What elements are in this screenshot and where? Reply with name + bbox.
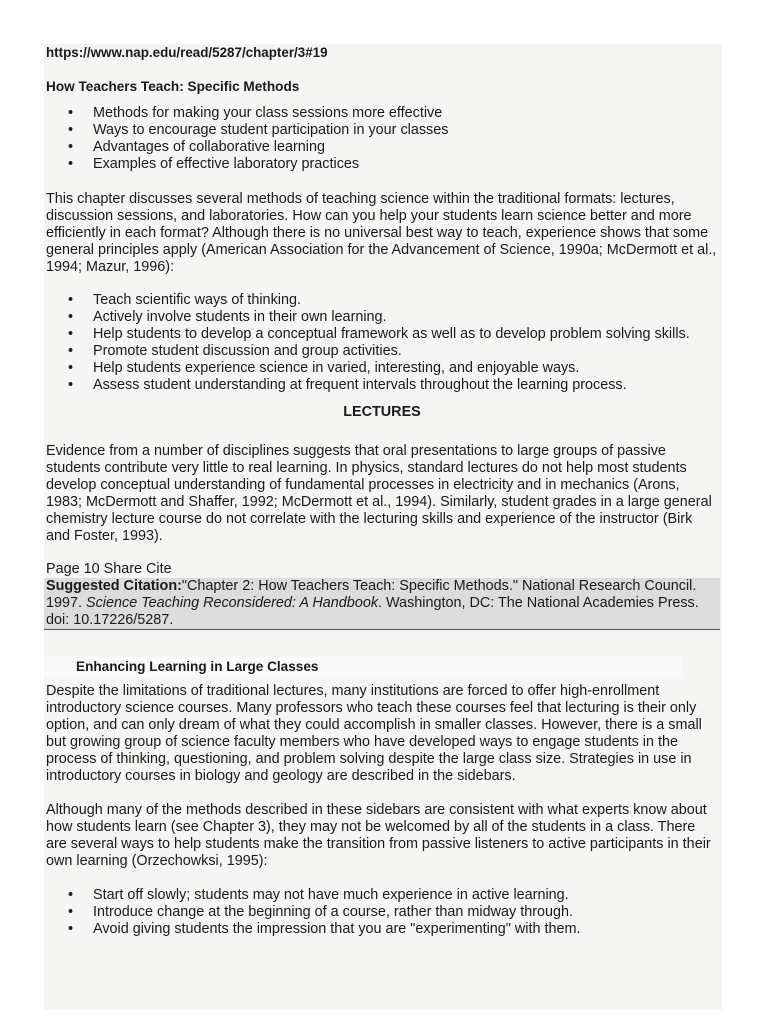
citation-book-title: Science Teaching Reconsidered: A Handbook <box>86 595 379 611</box>
suggested-citation <box>44 578 720 630</box>
list-item: • Help students experience science in varied, interesting, and enjoyable ways. <box>46 360 718 377</box>
citation-text-end: . Washington, DC: The National Academies Press. doi: 10.17226/5287. <box>46 595 699 628</box>
citation-text-start: "Chapter 2: How Teachers Teach: Specific Methods." National Research Council. 1997. <box>46 578 697 611</box>
list-item: • Advantages of collaborative learning <box>46 139 718 156</box>
list-item: • Start off slowly; students may not have much experience in active learning. <box>46 887 718 904</box>
list-item: • Introduce change at the beginning of a course, rather than midway through. <box>46 904 718 921</box>
intro-bullet-list <box>46 105 718 173</box>
source-url[interactable]: https://www.nap.edu/read/5287/chapter/3#19 <box>46 45 328 60</box>
intro-paragraph: This chapter discusses several methods of teaching science within the traditional formats: lectures, discussion sessions, and laboratories. How can you help your students learn science better and more efficiently in each format? Although there is no universal best way to teach, experience shows that some general principles apply (American Association for the Advancement of Science, 1990a; McDermott et al., 1994; Mazur, 1996): <box>46 191 717 275</box>
document-body <box>46 44 718 938</box>
large-classes-paragraph-1: Despite the limitations of traditional lectures, many institutions are forced to offer high-enrollment introductory science courses. Many professors who teach these courses feel that lecturing is their only option, and can only dream of what they could accomplish in smaller classes. However, there is a small but growing group of science faculty members who have developed ways to engage students in the process of thinking, questioning, and problem solving despite the large class size. Strategies in use in introductory courses in biology and geology are described in the sidebars. <box>46 683 702 784</box>
list-item: • Ways to encourage student participation in your classes <box>46 122 718 139</box>
citation-label: Suggested Citation: <box>46 578 182 594</box>
chapter-title: How Teachers Teach: Specific Methods <box>46 79 300 94</box>
principles-list <box>46 292 718 394</box>
list-item: • Examples of effective laboratory practices <box>46 156 718 173</box>
list-item: • Actively involve students in their own learning. <box>46 309 718 326</box>
list-item: • Methods for making your class sessions more effective <box>46 105 718 122</box>
list-item: • Teach scientific ways of thinking. <box>46 292 718 309</box>
list-item: • Help students to develop a conceptual framework as well as to develop problem solving skills. <box>46 326 718 343</box>
lectures-heading: LECTURES <box>343 404 421 420</box>
page-share-cite-line[interactable]: Page 10 Share Cite <box>46 561 172 577</box>
transition-bullet-list <box>46 887 718 938</box>
list-item: • Promote student discussion and group activities. <box>46 343 718 360</box>
lectures-paragraph: Evidence from a number of disciplines suggests that oral presentations to large groups of passive students contribute very little to real learning. In physics, standard lectures do not help most students develop conceptual understanding of fundamental processes in electricity and in mechanics (Arons, 1983; McDermott and Shaffer, 1992; McDermott et al., 1994). Similarly, student grades in a large general chemistry lecture course do not correlate with the lecturing skills and experience of the instructor (Birk and Foster, 1993). <box>46 443 712 544</box>
list-item: • Assess student understanding at frequent intervals throughout the learning process. <box>46 377 718 394</box>
large-classes-paragraph-2: Although many of the methods described in these sidebars are consistent with what experts know about how students learn (see Chapter 3), they may not be welcomed by all of the students in a class. There are several ways to help students make the transition from passive listeners to active participants in their own learning (Orzechowksi, 1995): <box>46 802 711 869</box>
list-item: • Avoid giving students the impression that you are "experimenting" with them. <box>46 921 718 938</box>
sidebar-title: Enhancing Learning in Large Classes <box>44 657 682 677</box>
